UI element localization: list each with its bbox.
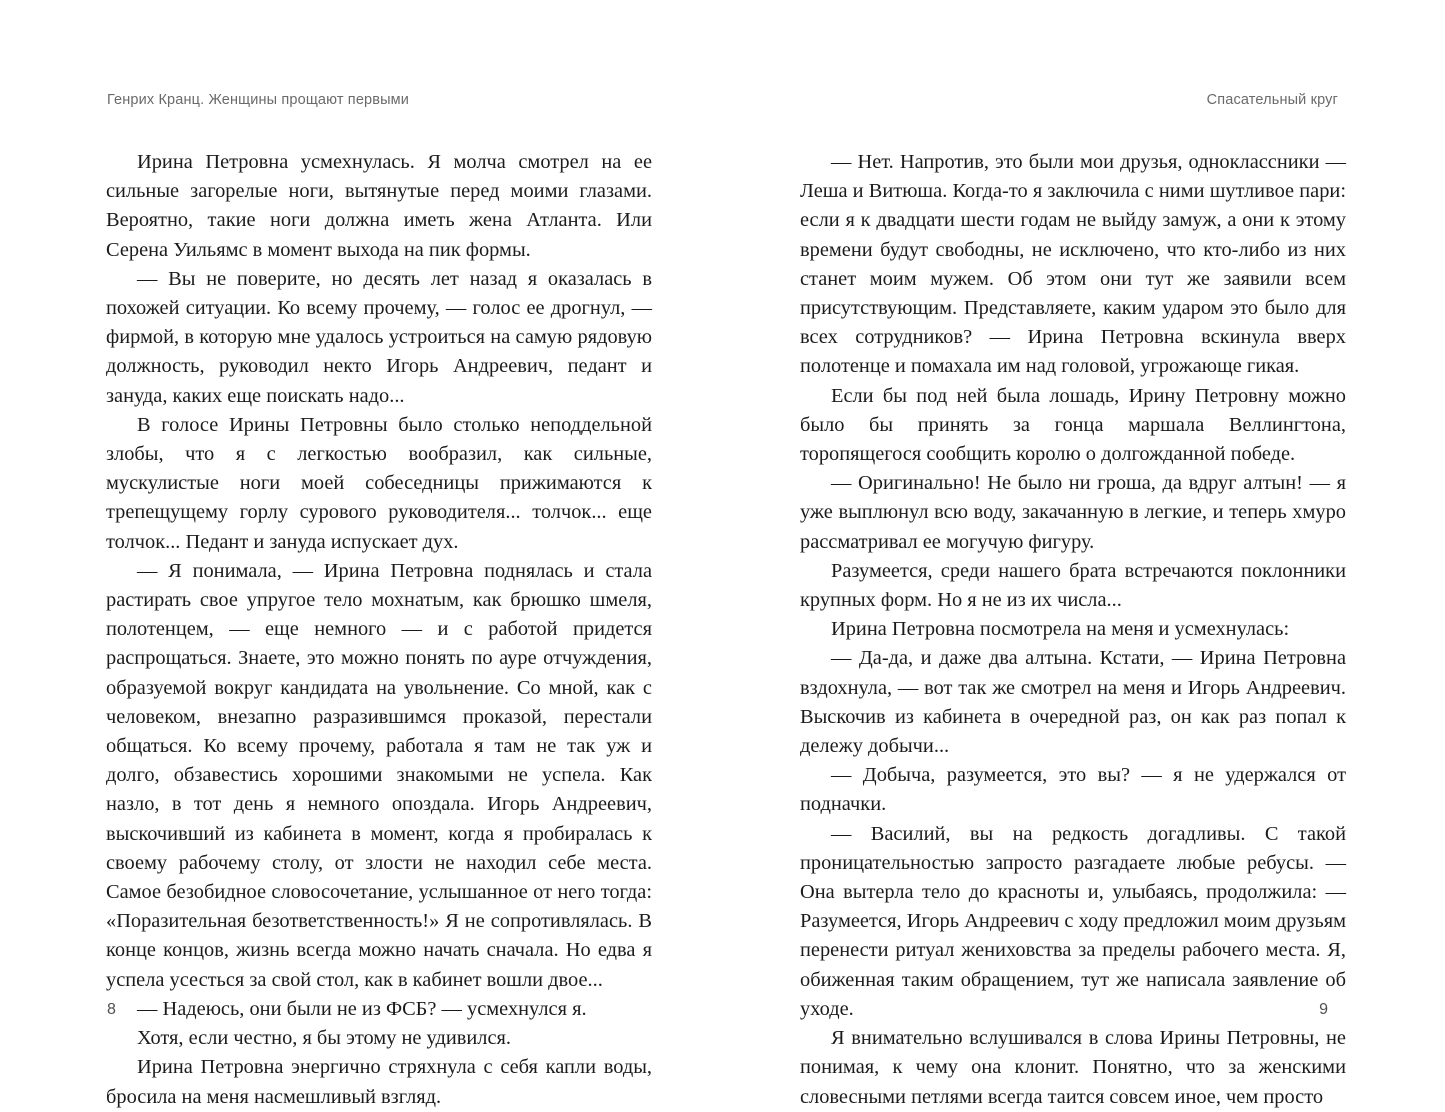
paragraph: — Оригинально! Не было ни гроша, да вдруг алтын! — я уже выплюнул всю воду, закачанную в легкие, и теперь хмуро рассматривал ее могучую фигуру. [800, 472, 1346, 553]
paragraph: Ирина Петровна посмотрела на меня и усмехнулась: [831, 618, 1290, 641]
paragraph: — Нет. Напротив, это были мои друзья, одноклассники — Леша и Витюша. Когда-то я заключила с ними шутливое пари: если я к двадцати шести годам не выйду замуж, а они к этому времени будут свободны, не исключено, что кто-либо из них станет моим мужем. Об этом они тут же заявили всем присутствующим. Представляете, каким ударом это было для всех сотрудников? — Ирина Петровна вскинула вверх полотенце и помахала им над головой, угрожающе гикая. [800, 151, 1346, 378]
paragraph: — Добыча, разумеется, это вы? — я не удержался от подначки. [800, 764, 1346, 816]
running-head-left: Генрих Кранц. Женщины прощают первыми [107, 92, 410, 108]
paragraph: — Я понимала, — Ирина Петровна поднялась и стала растирать свое упругое тело мохнатым, как брюшко шмеля, полотенцем, — еще немного — и с работой придется распрощаться. Знаете, это можно понять по ауре отчуждения, образуемой вокруг кандидата на увольнение. Со мной, как с человеком, внезапно разразившимся проказой, перестали общаться. Ко всему прочему, работала я там не так уж и долго, обзавестись хорошими знакомыми не успела. Как назло, в тот день я немного опоздала. Игорь Андреевич, выскочивший из кабинета в момент, когда я пробиралась к своему рабочему столу, от злости не находил себе места. Самое безобидное словосочетание, услышанное от него тогда: «Поразительная безответственность!» Я не сопротивлялась. В конце концов, жизнь всегда можно начать сначала. Но едва я успела усесться за свой стол, как в кабинет вошли двое... [106, 559, 652, 991]
paragraph: Разумеется, среди нашего брата встречаются поклонники крупных форм. Но я не из их числа... [800, 559, 1346, 612]
page-number-right: 9 [1319, 1001, 1328, 1018]
paragraph: — Надеюсь, они были не из ФСБ? — усмехнулся я. [137, 997, 587, 1020]
paragraph: Ирина Петровна усмехнулась. Я молча смотрел на ее сильные загорелые ноги, вытянутые перед моими глазами. Вероятно, такие ноги должна иметь жена Атланта. Или Серена Уильямс в момент выхода на пик формы. [106, 151, 652, 261]
body-text-right-column [800, 148, 1346, 1112]
paragraph: — Да-да, и даже два алтына. Кстати, — Ирина Петровна вздохнула, — вот так же смотрел на меня и Игорь Андреевич. Выскочив из кабинета в очередной раз, он как раз попал к дележу добычи... [800, 647, 1346, 758]
running-head-right: Спасательный круг [1206, 92, 1338, 108]
paragraph: Ирина Петровна энергично стряхнула с себя капли воды, бросила на меня насмешливый взгляд. [106, 1056, 652, 1108]
paragraph: — Вы не поверите, но десять лет назад я оказалась в похожей ситуации. Ко всему прочему, — голос ее дрогнул, — фирмой, в которую мне удалось устроиться на самую рядовую должность, руководил некто Игорь Андреевич, педант и зануда, каких еще поискать надо... [106, 267, 652, 407]
paragraph: В голосе Ирины Петровны было столько неподдельной злобы, что я с легкостью вообразил, как сильные, мускулистые ноги моей собеседницы прижимаются к трепещущему горлу сурового руководителя... толчок... еще толчок... Педант и зануда испускает дух. [106, 413, 652, 553]
paragraph: Хотя, если честно, я бы этому не удивился. [137, 1027, 511, 1050]
paragraph: Если бы под ней была лошадь, Ирину Петровну можно было бы принять за гонца маршала Веллингтона, торопящегося сообщить королю о долгожданной победе. [800, 384, 1346, 466]
page-number-left: 8 [107, 1001, 116, 1018]
body-text-left-column [106, 148, 652, 1112]
paragraph: — Василий, вы на редкость догадливы. С такой проницательностью запросто разгадаете любые ребусы. — Она вытерла тело до красноты и, улыбаясь, продолжила: — Разумеется, Игорь Андреевич с ходу предложил моим друзьям перенести ритуал жениховства за пределы рабочего места. Я, обиженная таким обращением, тут же написала заявление об уходе. [800, 822, 1346, 1020]
paragraph: Я внимательно вслушивался в слова Ирины Петровны, не понимая, к чему она клонит. Понятно, что за женскими словесными петлями всегда таится совсем иное, чем просто [800, 1027, 1346, 1108]
